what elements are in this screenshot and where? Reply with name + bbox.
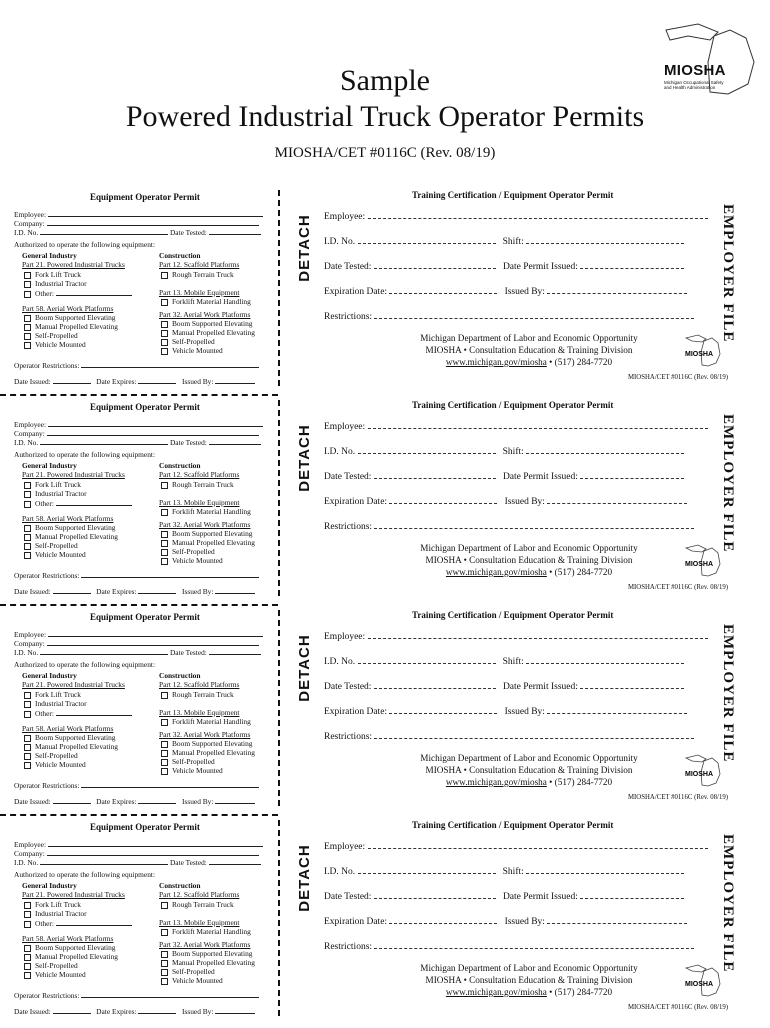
part13-heading: Part 13. Mobile Equipment [159, 918, 240, 927]
forklift-handling-checkbox[interactable]: Forklift Material Handling [161, 717, 251, 726]
website-link[interactable]: www.michigan.gov/miosha [445, 357, 547, 367]
phone-number: • (517) 284-7720 [546, 357, 613, 367]
vehicle-mounted-c-checkbox[interactable]: Vehicle Mounted [161, 346, 223, 355]
part13-heading: Part 13. Mobile Equipment [159, 708, 240, 717]
part21-heading: Part 21. Powered Industrial Trucks [22, 470, 125, 479]
department-name: Michigan Department of Labor and Economic Opportunity [420, 543, 638, 553]
general-industry-heading: General Industry [22, 461, 77, 470]
self-propelled-checkbox[interactable]: Self-Propelled [24, 751, 78, 760]
contact-block [394, 752, 664, 788]
equipment-operator-permit [14, 398, 276, 603]
permit-card [0, 818, 770, 1028]
permit-card [0, 398, 770, 608]
part58-heading: Part 58. Aerial Work Platforms [22, 934, 114, 943]
vehicle-mounted-c-checkbox[interactable]: Vehicle Mounted [161, 976, 223, 985]
detach-line [278, 610, 280, 806]
employee-field[interactable]: Employee: [14, 419, 263, 429]
part13-heading: Part 13. Mobile Equipment [159, 498, 240, 507]
boom-supported-checkbox[interactable]: Boom Supported Elevating [24, 943, 115, 952]
employee-field[interactable]: Employee: [14, 209, 263, 219]
part32-heading: Part 32. Aerial Work Platforms [159, 730, 251, 739]
part32-heading: Part 32. Aerial Work Platforms [159, 520, 251, 529]
page-title-line2: Powered Industrial Truck Operator Permits [125, 100, 645, 133]
right-title: Training Certification / Equipment Operator Permit [412, 190, 614, 200]
revision-note: MIOSHA/CET #0116C (Rev. 08/19) [628, 584, 729, 591]
left-title: Equipment Operator Permit [90, 822, 200, 832]
self-propelled-c-checkbox[interactable]: Self-Propelled [161, 967, 215, 976]
employee-field[interactable]: Employee: [14, 839, 263, 849]
boom-supported-checkbox[interactable]: Boom Supported Elevating [24, 733, 115, 742]
small-logo-text: MIOSHA [685, 771, 713, 778]
page-header [0, 0, 770, 180]
small-miosha-logo [682, 754, 722, 788]
small-miosha-logo [682, 334, 722, 368]
miosha-logo [658, 22, 758, 102]
authorized-text: Authorized to operate the following equipment: [14, 240, 155, 249]
part12-heading: Part 12. Scaffold Platforms [159, 470, 240, 479]
industrial-tractor-checkbox[interactable]: Industrial Tractor [24, 279, 87, 288]
employee-line[interactable]: Employee: [324, 420, 708, 432]
boom-supported-checkbox[interactable]: Boom Supported Elevating [24, 313, 115, 322]
logo-name: MIOSHA [664, 62, 726, 79]
michigan-map-icon [682, 754, 722, 788]
logo-tagline: Michigan Occupational Safety and Health Administration [664, 80, 724, 90]
detach-label: DETACH [296, 634, 313, 702]
rough-terrain-checkbox[interactable]: Rough Terrain Truck [161, 270, 234, 279]
department-name: Michigan Department of Labor and Economic Opportunity [420, 333, 638, 343]
forklift-checkbox[interactable]: Fork Lift Truck [24, 270, 81, 279]
part21-heading: Part 21. Powered Industrial Trucks [22, 680, 125, 689]
boom-supported-c-checkbox[interactable]: Boom Supported Elevating [161, 319, 252, 328]
general-industry-heading: General Industry [22, 671, 77, 680]
date-tested-line[interactable]: Date Tested: Date Permit Issued: [324, 680, 684, 692]
operator-restrictions-field[interactable]: Operator Restrictions: [14, 570, 259, 580]
id-shift-line[interactable]: I.D. No. Shift: [324, 235, 684, 247]
manual-propelled-checkbox[interactable]: Manual Propelled Elevating [24, 952, 118, 961]
detach-label: DETACH [296, 214, 313, 282]
detach-label: DETACH [296, 424, 313, 492]
manual-propelled-checkbox[interactable]: Manual Propelled Elevating [24, 532, 118, 541]
id-field[interactable]: I.D. No. Date Tested: [14, 647, 261, 657]
expiration-line[interactable]: Expiration Date: Issued By: [324, 495, 687, 507]
general-industry-heading: General Industry [22, 881, 77, 890]
rough-terrain-checkbox[interactable]: Rough Terrain Truck [161, 480, 234, 489]
contact-block [394, 332, 664, 368]
left-title: Equipment Operator Permit [90, 612, 200, 622]
manual-propelled-c-checkbox[interactable]: Manual Propelled Elevating [161, 958, 255, 967]
part21-heading: Part 21. Powered Industrial Trucks [22, 260, 125, 269]
other-checkbox[interactable]: Other: [24, 708, 132, 718]
boom-supported-checkbox[interactable]: Boom Supported Elevating [24, 523, 115, 532]
other-checkbox[interactable]: Other: [24, 288, 132, 298]
employee-line[interactable]: Employee: [324, 630, 708, 642]
permit-card [0, 188, 770, 398]
authorized-text: Authorized to operate the following equipment: [14, 450, 155, 459]
detach-label: DETACH [296, 844, 313, 912]
restrictions-line[interactable]: Restrictions: [324, 310, 694, 322]
left-title: Equipment Operator Permit [90, 192, 200, 202]
phone-number: • (517) 284-7720 [546, 567, 613, 577]
date-tested-line[interactable]: Date Tested: Date Permit Issued: [324, 260, 684, 272]
forklift-checkbox[interactable]: Fork Lift Truck [24, 900, 81, 909]
part21-heading: Part 21. Powered Industrial Trucks [22, 890, 125, 899]
manual-propelled-checkbox[interactable]: Manual Propelled Elevating [24, 322, 118, 331]
contact-block [394, 962, 664, 998]
part32-heading: Part 32. Aerial Work Platforms [159, 310, 251, 319]
date-tested-line[interactable]: Date Tested: Date Permit Issued: [324, 470, 684, 482]
detach-line [278, 190, 280, 386]
horizontal-cut-line [0, 604, 278, 606]
self-propelled-checkbox[interactable]: Self-Propelled [24, 541, 78, 550]
detach-line [278, 400, 280, 596]
boom-supported-c-checkbox[interactable]: Boom Supported Elevating [161, 949, 252, 958]
small-logo-text: MIOSHA [685, 981, 713, 988]
part58-heading: Part 58. Aerial Work Platforms [22, 724, 114, 733]
authorized-text: Authorized to operate the following equipment: [14, 870, 155, 879]
revision-note: MIOSHA/CET #0116C (Rev. 08/19) [628, 794, 729, 801]
expiration-line[interactable]: Expiration Date: Issued By: [324, 705, 687, 717]
small-logo-text: MIOSHA [685, 351, 713, 358]
part32-heading: Part 32. Aerial Work Platforms [159, 940, 251, 949]
date-issued-field[interactable]: Date Issued: Date Expires: Issued By: [14, 376, 255, 386]
date-issued-field[interactable]: Date Issued: Date Expires: Issued By: [14, 1006, 255, 1016]
operator-restrictions-field[interactable]: Operator Restrictions: [14, 780, 259, 790]
construction-heading: Construction [159, 251, 201, 260]
page-title-line1: Sample [340, 64, 430, 97]
expiration-line[interactable]: Expiration Date: Issued By: [324, 285, 687, 297]
operator-restrictions-field[interactable]: Operator Restrictions: [14, 360, 259, 370]
construction-heading: Construction [159, 671, 201, 680]
self-propelled-c-checkbox[interactable]: Self-Propelled [161, 337, 215, 346]
manual-propelled-c-checkbox[interactable]: Manual Propelled Elevating [161, 328, 255, 337]
boom-supported-c-checkbox[interactable]: Boom Supported Elevating [161, 529, 252, 538]
id-shift-line[interactable]: I.D. No. Shift: [324, 865, 684, 877]
self-propelled-c-checkbox[interactable]: Self-Propelled [161, 547, 215, 556]
detach-line [278, 820, 280, 1016]
department-name: Michigan Department of Labor and Economic Opportunity [420, 753, 638, 763]
industrial-tractor-checkbox[interactable]: Industrial Tractor [24, 489, 87, 498]
permit-card [0, 608, 770, 818]
website-link[interactable]: www.michigan.gov/miosha [445, 987, 547, 997]
phone-number: • (517) 284-7720 [546, 777, 613, 787]
forklift-handling-checkbox[interactable]: Forklift Material Handling [161, 507, 251, 516]
operator-restrictions-field[interactable]: Operator Restrictions: [14, 990, 259, 1000]
forklift-handling-checkbox[interactable]: Forklift Material Handling [161, 297, 251, 306]
website-link[interactable]: www.michigan.gov/miosha [445, 777, 547, 787]
company-field[interactable]: Company: [14, 218, 259, 228]
division-name: MIOSHA • Consultation Education & Training Division [425, 345, 633, 355]
training-certification [320, 188, 730, 393]
vehicle-mounted-checkbox[interactable]: Vehicle Mounted [24, 760, 86, 769]
equipment-operator-permit [14, 608, 276, 813]
contact-block [394, 542, 664, 578]
part58-heading: Part 58. Aerial Work Platforms [22, 304, 114, 313]
self-propelled-checkbox[interactable]: Self-Propelled [24, 961, 78, 970]
equipment-operator-permit [14, 818, 276, 1023]
employer-file-label: EMPLOYER FILE [720, 204, 736, 343]
forklift-checkbox[interactable]: Fork Lift Truck [24, 690, 81, 699]
division-name: MIOSHA • Consultation Education & Training Division [425, 975, 633, 985]
employer-file-label: EMPLOYER FILE [720, 624, 736, 763]
company-field[interactable]: Company: [14, 848, 259, 858]
general-industry-heading: General Industry [22, 251, 77, 260]
part12-heading: Part 12. Scaffold Platforms [159, 260, 240, 269]
date-issued-field[interactable]: Date Issued: Date Expires: Issued By: [14, 796, 255, 806]
vehicle-mounted-c-checkbox[interactable]: Vehicle Mounted [161, 556, 223, 565]
id-field[interactable]: I.D. No. Date Tested: [14, 437, 261, 447]
right-title: Training Certification / Equipment Operator Permit [412, 400, 614, 410]
manual-propelled-c-checkbox[interactable]: Manual Propelled Elevating [161, 538, 255, 547]
part13-heading: Part 13. Mobile Equipment [159, 288, 240, 297]
phone-number: • (517) 284-7720 [546, 987, 613, 997]
horizontal-cut-line [0, 814, 278, 816]
id-shift-line[interactable]: I.D. No. Shift: [324, 655, 684, 667]
self-propelled-c-checkbox[interactable]: Self-Propelled [161, 757, 215, 766]
construction-heading: Construction [159, 881, 201, 890]
rough-terrain-checkbox[interactable]: Rough Terrain Truck [161, 900, 234, 909]
date-issued-field[interactable]: Date Issued: Date Expires: Issued By: [14, 586, 255, 596]
id-field[interactable]: I.D. No. Date Tested: [14, 857, 261, 867]
right-title: Training Certification / Equipment Operator Permit [412, 820, 614, 830]
authorized-text: Authorized to operate the following equipment: [14, 660, 155, 669]
small-miosha-logo [682, 544, 722, 578]
manual-propelled-checkbox[interactable]: Manual Propelled Elevating [24, 742, 118, 751]
training-certification [320, 608, 730, 813]
michigan-map-icon [682, 964, 722, 998]
employee-line[interactable]: Employee: [324, 840, 708, 852]
manual-propelled-c-checkbox[interactable]: Manual Propelled Elevating [161, 748, 255, 757]
michigan-map-icon [682, 334, 722, 368]
part12-heading: Part 12. Scaffold Platforms [159, 890, 240, 899]
part58-heading: Part 58. Aerial Work Platforms [22, 514, 114, 523]
boom-supported-c-checkbox[interactable]: Boom Supported Elevating [161, 739, 252, 748]
vehicle-mounted-checkbox[interactable]: Vehicle Mounted [24, 970, 86, 979]
expiration-line[interactable]: Expiration Date: Issued By: [324, 915, 687, 927]
forklift-checkbox[interactable]: Fork Lift Truck [24, 480, 81, 489]
employer-file-label: EMPLOYER FILE [720, 834, 736, 973]
vehicle-mounted-checkbox[interactable]: Vehicle Mounted [24, 340, 86, 349]
right-title: Training Certification / Equipment Operator Permit [412, 610, 614, 620]
self-propelled-checkbox[interactable]: Self-Propelled [24, 331, 78, 340]
restrictions-line[interactable]: Restrictions: [324, 730, 694, 742]
revision-note: MIOSHA/CET #0116C (Rev. 08/19) [628, 1004, 729, 1011]
revision-note: MIOSHA/CET #0116C (Rev. 08/19) [628, 374, 729, 381]
employer-file-label: EMPLOYER FILE [720, 414, 736, 553]
equipment-operator-permit [14, 188, 276, 393]
small-miosha-logo [682, 964, 722, 998]
industrial-tractor-checkbox[interactable]: Industrial Tractor [24, 699, 87, 708]
restrictions-line[interactable]: Restrictions: [324, 520, 694, 532]
industrial-tractor-checkbox[interactable]: Industrial Tractor [24, 909, 87, 918]
other-checkbox[interactable]: Other: [24, 498, 132, 508]
other-checkbox[interactable]: Other: [24, 918, 132, 928]
company-field[interactable]: Company: [14, 638, 259, 648]
form-number: MIOSHA/CET #0116C (Rev. 08/19) [274, 145, 496, 161]
date-tested-line[interactable]: Date Tested: Date Permit Issued: [324, 890, 684, 902]
horizontal-cut-line [0, 394, 278, 396]
id-shift-line[interactable]: I.D. No. Shift: [324, 445, 684, 457]
michigan-map-icon [682, 544, 722, 578]
department-name: Michigan Department of Labor and Economic Opportunity [420, 963, 638, 973]
training-certification [320, 818, 730, 1023]
restrictions-line[interactable]: Restrictions: [324, 940, 694, 952]
forklift-handling-checkbox[interactable]: Forklift Material Handling [161, 927, 251, 936]
employee-field[interactable]: Employee: [14, 629, 263, 639]
small-logo-text: MIOSHA [685, 561, 713, 568]
left-title: Equipment Operator Permit [90, 402, 200, 412]
construction-heading: Construction [159, 461, 201, 470]
division-name: MIOSHA • Consultation Education & Training Division [425, 555, 633, 565]
employee-line[interactable]: Employee: [324, 210, 708, 222]
vehicle-mounted-c-checkbox[interactable]: Vehicle Mounted [161, 766, 223, 775]
company-field[interactable]: Company: [14, 428, 259, 438]
website-link[interactable]: www.michigan.gov/miosha [445, 567, 547, 577]
id-field[interactable]: I.D. No. Date Tested: [14, 227, 261, 237]
division-name: MIOSHA • Consultation Education & Training Division [425, 765, 633, 775]
part12-heading: Part 12. Scaffold Platforms [159, 680, 240, 689]
training-certification [320, 398, 730, 603]
vehicle-mounted-checkbox[interactable]: Vehicle Mounted [24, 550, 86, 559]
rough-terrain-checkbox[interactable]: Rough Terrain Truck [161, 690, 234, 699]
